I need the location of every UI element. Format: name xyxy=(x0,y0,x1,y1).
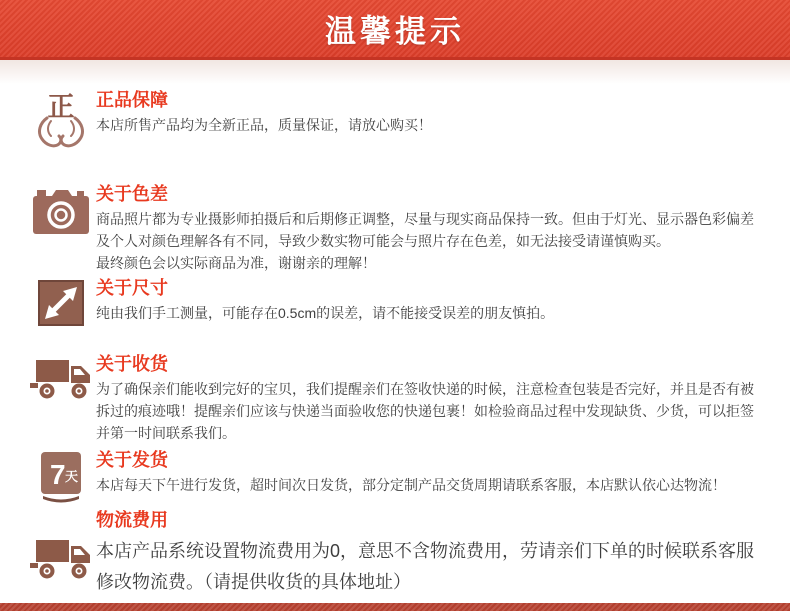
section-paragraph: 最终颜色会以实际商品为准，谢谢亲的理解！ xyxy=(96,255,376,271)
measure-arrow-icon xyxy=(30,278,92,326)
section-text xyxy=(92,450,766,496)
calendar-7days-icon xyxy=(30,450,92,506)
section-title: 关于收货 xyxy=(96,354,168,374)
hands-authentic-icon xyxy=(30,90,92,152)
truck-icon xyxy=(30,510,92,580)
section-size xyxy=(30,278,766,326)
section-color-difference xyxy=(30,184,766,274)
section-logistics-fee xyxy=(30,510,766,598)
page-title: 温馨提示 xyxy=(325,14,465,49)
section-authentic xyxy=(30,90,766,152)
footer-red-bar xyxy=(0,603,790,611)
days-label: 天 xyxy=(65,469,79,484)
seven-label: 7 xyxy=(50,459,66,490)
authentic-char: 正 xyxy=(47,92,75,123)
header-banner xyxy=(0,0,790,60)
section-text xyxy=(92,278,766,324)
section-text xyxy=(92,510,766,598)
section-title: 正品保障 xyxy=(96,90,168,110)
section-title: 关于尺寸 xyxy=(96,278,168,298)
section-paragraph: 本店产品系统设置物流费用为0，意思不含物流费用，劳请亲们下单的时候联系客服修改物流费。（请提供收货的具体地址） xyxy=(96,541,755,592)
section-paragraph: 商品照片都为专业摄影师拍摄后和后期修正调整，尽量与现实商品保持一致。但由于灯光、显示器色彩偏差及个人对颜色理解各有不同，导致少数实物可能会与照片存在色差，如无法接受请谨慎购买。 xyxy=(96,211,754,249)
section-title: 物流费用 xyxy=(96,510,168,530)
section-paragraph: 为了确保亲们能收到完好的宝贝，我们提醒亲们在签收快递的时候，注意检查包装是否完好，并且是否有被拆过的痕迹哦！提醒亲们应该与快递当面验收您的快递包裹！如检验商品过程中发现缺货、少货，可以拒签并第一时间联系我们。 xyxy=(96,381,754,441)
section-receiving xyxy=(30,354,766,444)
section-text xyxy=(92,90,766,136)
truck-icon xyxy=(30,354,92,400)
section-text xyxy=(92,184,766,274)
section-title: 关于发货 xyxy=(96,450,168,470)
section-shipping xyxy=(30,450,766,506)
section-paragraph: 本店所售产品均为全新正品，质量保证，请放心购买！ xyxy=(96,117,432,133)
section-paragraph: 本店每天下午进行发货，超时间次日发货，部分定制产品交货周期请联系客服，本店默认依心达物流！ xyxy=(96,477,726,493)
sections-container xyxy=(0,84,790,598)
header-fade xyxy=(0,60,790,84)
section-title: 关于色差 xyxy=(96,184,168,204)
section-paragraph: 纯由我们手工测量，可能存在0.5cm的误差，请不能接受误差的朋友慎拍。 xyxy=(96,305,555,321)
camera-icon xyxy=(30,184,92,236)
section-text xyxy=(92,354,766,444)
